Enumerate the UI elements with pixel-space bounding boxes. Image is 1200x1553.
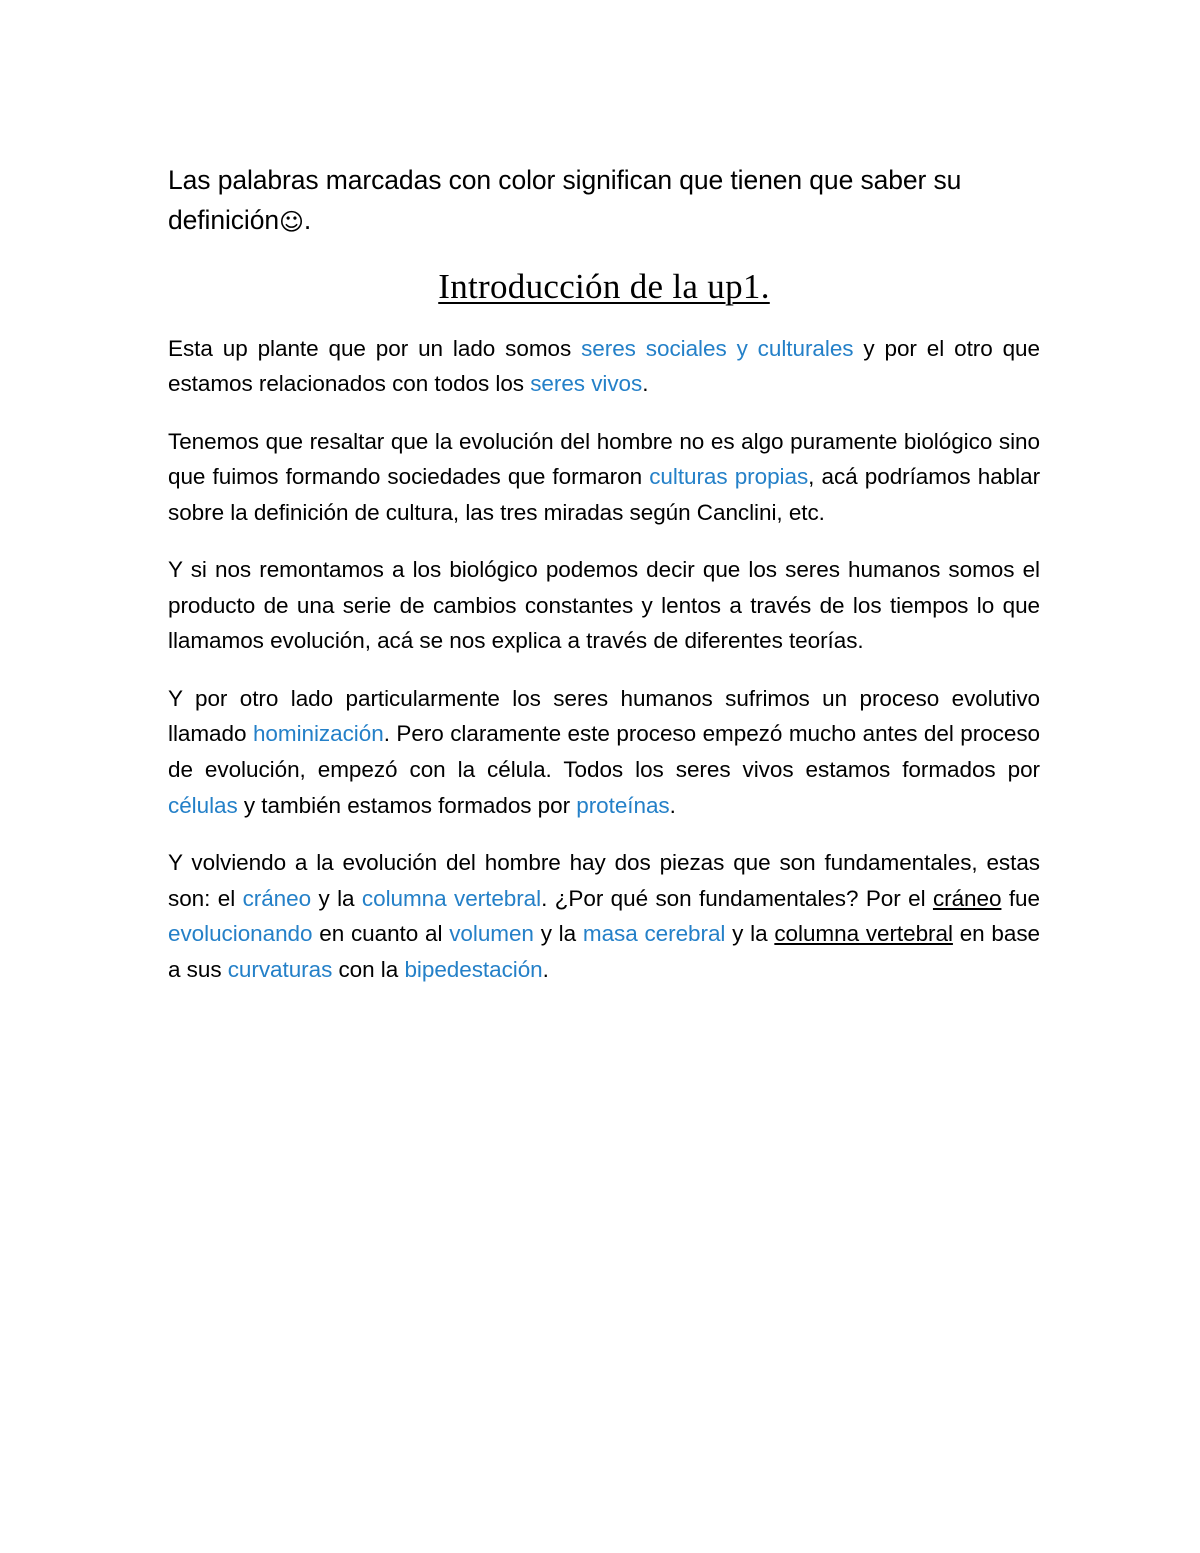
- paragraph-p1: [168, 331, 1040, 402]
- text-run: Esta up plante que por un lado somos: [168, 335, 582, 361]
- text-run: Tenemos que resaltar que la evolución del hombre no es algo puramente biológico sino que fuimos formando sociedades que formaron: [168, 428, 1040, 490]
- document-body: [168, 160, 1040, 987]
- text-run: y la: [533, 921, 583, 947]
- text-run: Y si nos remontamos a los biológico podemos decir que los seres humanos somos el producto de una serie de cambios constantes y lentos a través de los tiempos lo que llamamos evolución, acá se nos explica a través de diferentes teorías.: [168, 557, 1040, 654]
- text-run: Y volviendo a la evolución del hombre hay dos piezas que son fundamentales, estas son: el: [168, 850, 1040, 911]
- underlined-term: cráneo: [932, 885, 1002, 911]
- keyword-term: masa cerebral: [582, 921, 726, 947]
- text-run: en cuanto al: [312, 921, 450, 947]
- intro-note: [168, 160, 1040, 241]
- paragraph-p5: [168, 845, 1040, 987]
- text-run: . Pero claramente este proceso empezó mucho antes del proceso de evolución, empezó con la célula. Todos los seres vivos estamos formados por: [168, 721, 1040, 782]
- keyword-term: cráneo: [242, 885, 312, 911]
- intro-note-period: .: [303, 205, 312, 236]
- paragraph-p3: [168, 552, 1040, 659]
- keyword-term: bipedestación: [404, 956, 543, 982]
- keyword-term: culturas propias: [649, 464, 809, 490]
- text-run: y por el otro que estamos relacionados con todos los: [168, 335, 1040, 397]
- keyword-term: proteínas: [576, 792, 670, 818]
- intro-note-text: Las palabras marcadas con color significan que tienen que saber su definición: [168, 165, 962, 236]
- keyword-term: células: [168, 792, 238, 818]
- keyword-term: columna vertebral: [361, 885, 542, 911]
- text-run: en base a sus: [168, 921, 1041, 982]
- text-run: y la: [311, 885, 362, 911]
- underlined-term: columna vertebral: [774, 921, 953, 947]
- keyword-term: seres sociales y culturales: [581, 335, 854, 361]
- smiley-face-icon: ☺: [278, 208, 304, 237]
- text-run: Y por otro lado particularmente los seres humanos sufrimos un proceso evolutivo llamado: [168, 685, 1040, 747]
- keyword-term: seres vivos: [530, 371, 643, 397]
- keyword-term: evolucionando: [168, 921, 313, 947]
- text-run: fue: [1001, 885, 1040, 911]
- text-run: .: [669, 792, 676, 818]
- paragraph-container: [168, 331, 1040, 988]
- text-run: .: [542, 956, 549, 982]
- keyword-term: hominización: [252, 721, 384, 747]
- paragraph-p4: [168, 681, 1040, 823]
- text-run: . ¿Por qué son fundamentales? Por el: [541, 885, 933, 911]
- text-run: , acá podríamos hablar sobre la definición de cultura, las tres miradas según Canclini, etc.: [168, 464, 1041, 525]
- text-run: y también estamos formados por: [237, 792, 577, 818]
- page-title-text: Introducción de la up1.: [438, 266, 770, 306]
- text-run: con la: [332, 956, 405, 982]
- paragraph-p2: [168, 424, 1040, 531]
- keyword-term: curvaturas: [227, 956, 333, 982]
- page-title: [168, 267, 1040, 307]
- text-run: .: [642, 371, 649, 397]
- text-run: y la: [725, 921, 775, 947]
- keyword-term: volumen: [449, 921, 534, 947]
